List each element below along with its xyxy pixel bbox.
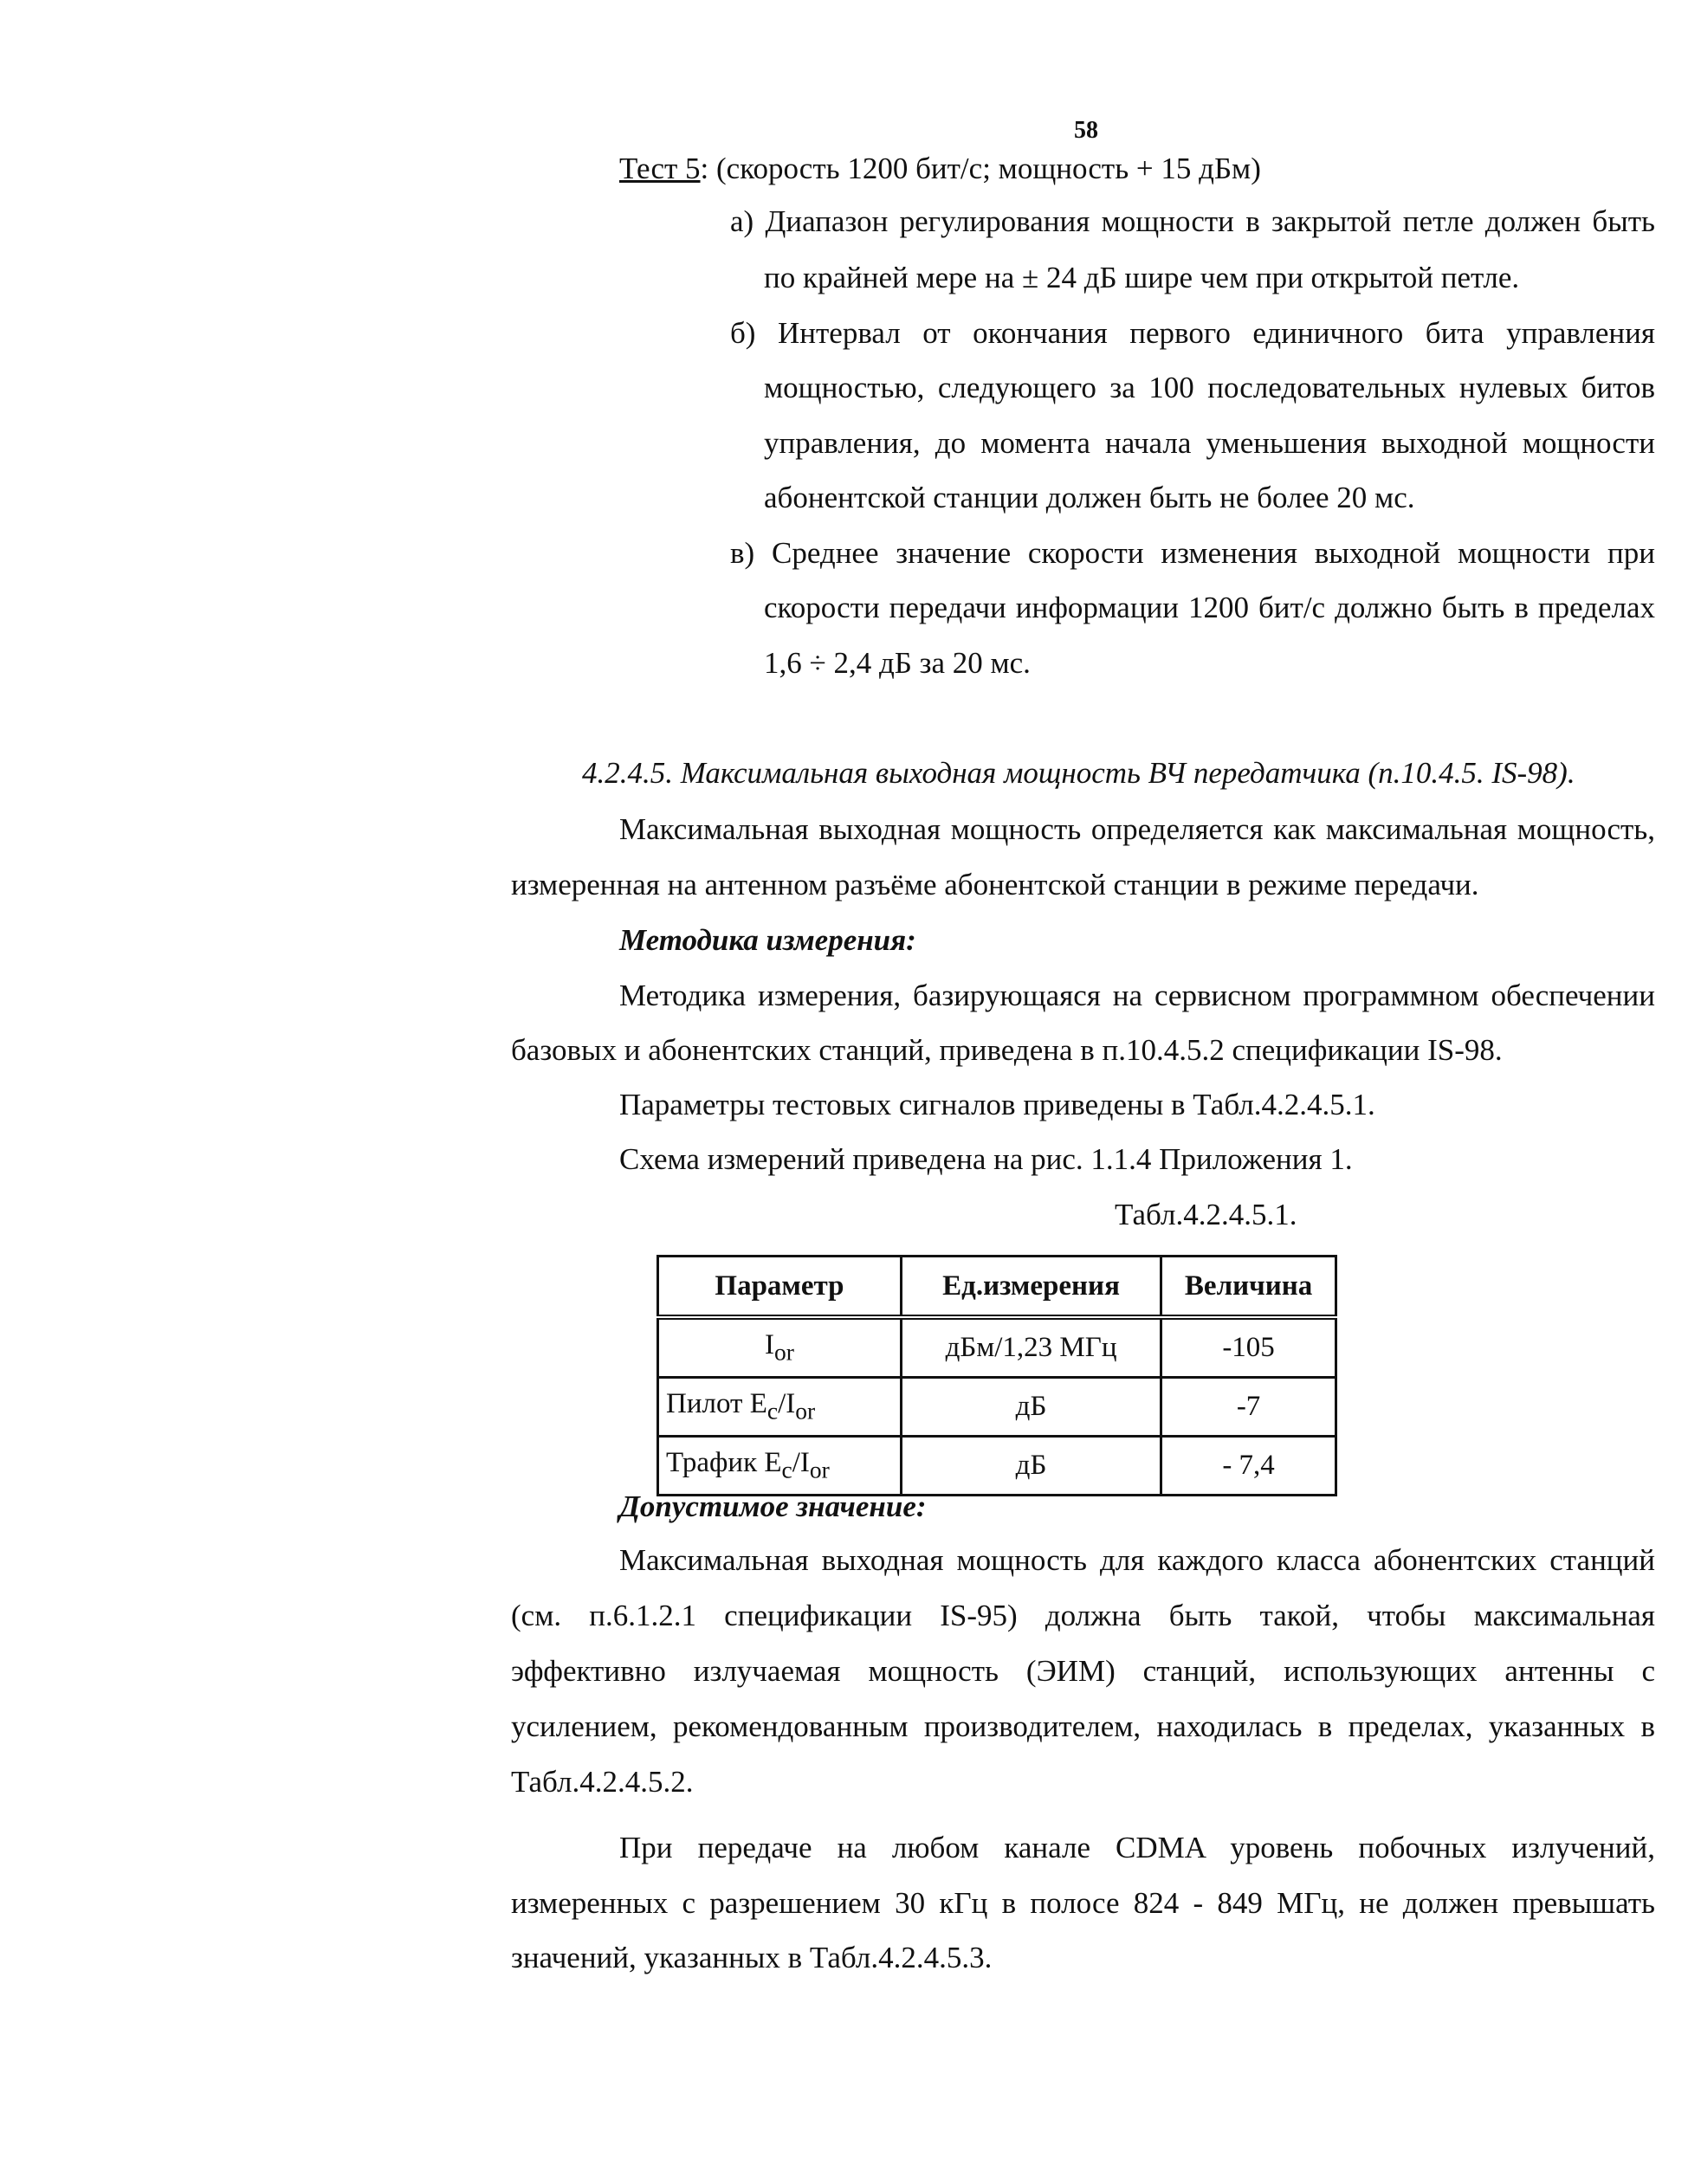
cdma-line-3: значений, указанных в Табл.4.2.4.5.3. (511, 1941, 993, 1974)
section-heading: 4.2.4.5. Максимальная выходная мощность ВЧ передатчика (п.10.4.5. IS-98). (582, 756, 1575, 790)
table-row (658, 1378, 1336, 1437)
table-caption: Табл.4.2.4.5.1. (1115, 1198, 1297, 1231)
allowed-line-2: (см. п.6.1.2.1 спецификации IS-95) должна быть такой, чтобы максимальная (511, 1599, 1655, 1632)
table-cell-value: -105 (1161, 1317, 1336, 1378)
table-header-row (658, 1257, 1336, 1318)
test5-item-c-line-2: скорости передачи информации 1200 бит/с должно быть в пределах (764, 591, 1655, 624)
test5-item-b-line-1: б) Интервал от окончания первого единичного бита управления (730, 316, 1655, 350)
table-cell-unit: дБ (901, 1378, 1161, 1437)
table-row (658, 1437, 1336, 1496)
page-number: 58 (1074, 117, 1098, 144)
table-cell-value: -7 (1161, 1378, 1336, 1437)
test5-item-b-line-4: абонентской станции должен быть не более 20 мс. (764, 481, 1415, 514)
table-cell-value: - 7,4 (1161, 1437, 1336, 1496)
table-cell-unit: дБ (901, 1437, 1161, 1496)
parameters-table (656, 1255, 1337, 1496)
allowed-line-5: Табл.4.2.4.5.2. (511, 1765, 694, 1799)
table-cell-parameter: Пилот $E_c/I_{or}$ (658, 1378, 902, 1437)
method-line-1: Методика измерения, базирующаяся на сервисном программном обеспечении (619, 979, 1655, 1012)
test5-item-a-line-1: а) Диапазон регулирования мощности в закрытой петле должен быть (730, 204, 1655, 238)
method-line-2: базовых и абонентских станций, приведена в п.10.4.5.2 спецификации IS-98. (511, 1033, 1503, 1067)
table-cell-parameter: $I_{or}$ (658, 1317, 902, 1378)
table-header-parameter: Параметр (658, 1257, 902, 1318)
table-cell-parameter: Трафик $E_c/I_{or}$ (658, 1437, 902, 1496)
cdma-line-2: измеренных с разрешением 30 кГц в полосе 824 - 849 МГц, не должен превышать (511, 1886, 1655, 1920)
definition-line-2: измеренная на антенном разъёме абонентской станции в режиме передачи. (511, 868, 1479, 901)
table-header-unit: Ед.измерения (901, 1257, 1161, 1318)
test5-label: Тест 5 (619, 152, 701, 185)
test5-item-b-line-3: управления, до момента начала уменьшения выходной мощности (764, 426, 1655, 460)
cdma-line-1: При передаче на любом канале CDMA уровень побочных излучений, (619, 1831, 1655, 1864)
scheme-note: Схема измерений приведена на рис. 1.1.4 Приложения 1. (619, 1142, 1353, 1176)
allowed-line-3: эффективно излучаемая мощность (ЭИМ) станций, использующих антенны с (511, 1654, 1655, 1688)
table-header-value: Величина (1161, 1257, 1336, 1318)
test5-item-a-line-2: по крайней мере на ± 24 дБ шире чем при открытой петле. (764, 261, 1520, 294)
test5-heading (619, 153, 1261, 184)
allowed-line-4: усилением, рекомендованным производителем, находилась в пределах, указанных в (511, 1709, 1655, 1743)
test5-conditions: : (скорость 1200 бит/с; мощность + 15 дБм) (700, 152, 1261, 185)
method-heading: Методика измерения: (619, 923, 916, 957)
table-cell-unit: дБм/1,23 МГц (901, 1317, 1161, 1378)
definition-line-1: Максимальная выходная мощность определяется как максимальная мощность, (619, 812, 1655, 846)
test5-item-c-line-1: в) Среднее значение скорости изменения выходной мощности при (730, 536, 1655, 570)
allowed-heading: Допустимое значение: (619, 1489, 927, 1523)
test5-item-b-line-2: мощностью, следующего за 100 последовательных нулевых битов (764, 371, 1655, 404)
table-row (658, 1317, 1336, 1378)
test5-item-c-line-3: 1,6 ÷ 2,4 дБ за 20 мс. (764, 646, 1031, 680)
params-note: Параметры тестовых сигналов приведены в Табл.4.2.4.5.1. (619, 1088, 1375, 1121)
allowed-line-1: Максимальная выходная мощность для каждого класса абонентских станций (619, 1543, 1655, 1577)
